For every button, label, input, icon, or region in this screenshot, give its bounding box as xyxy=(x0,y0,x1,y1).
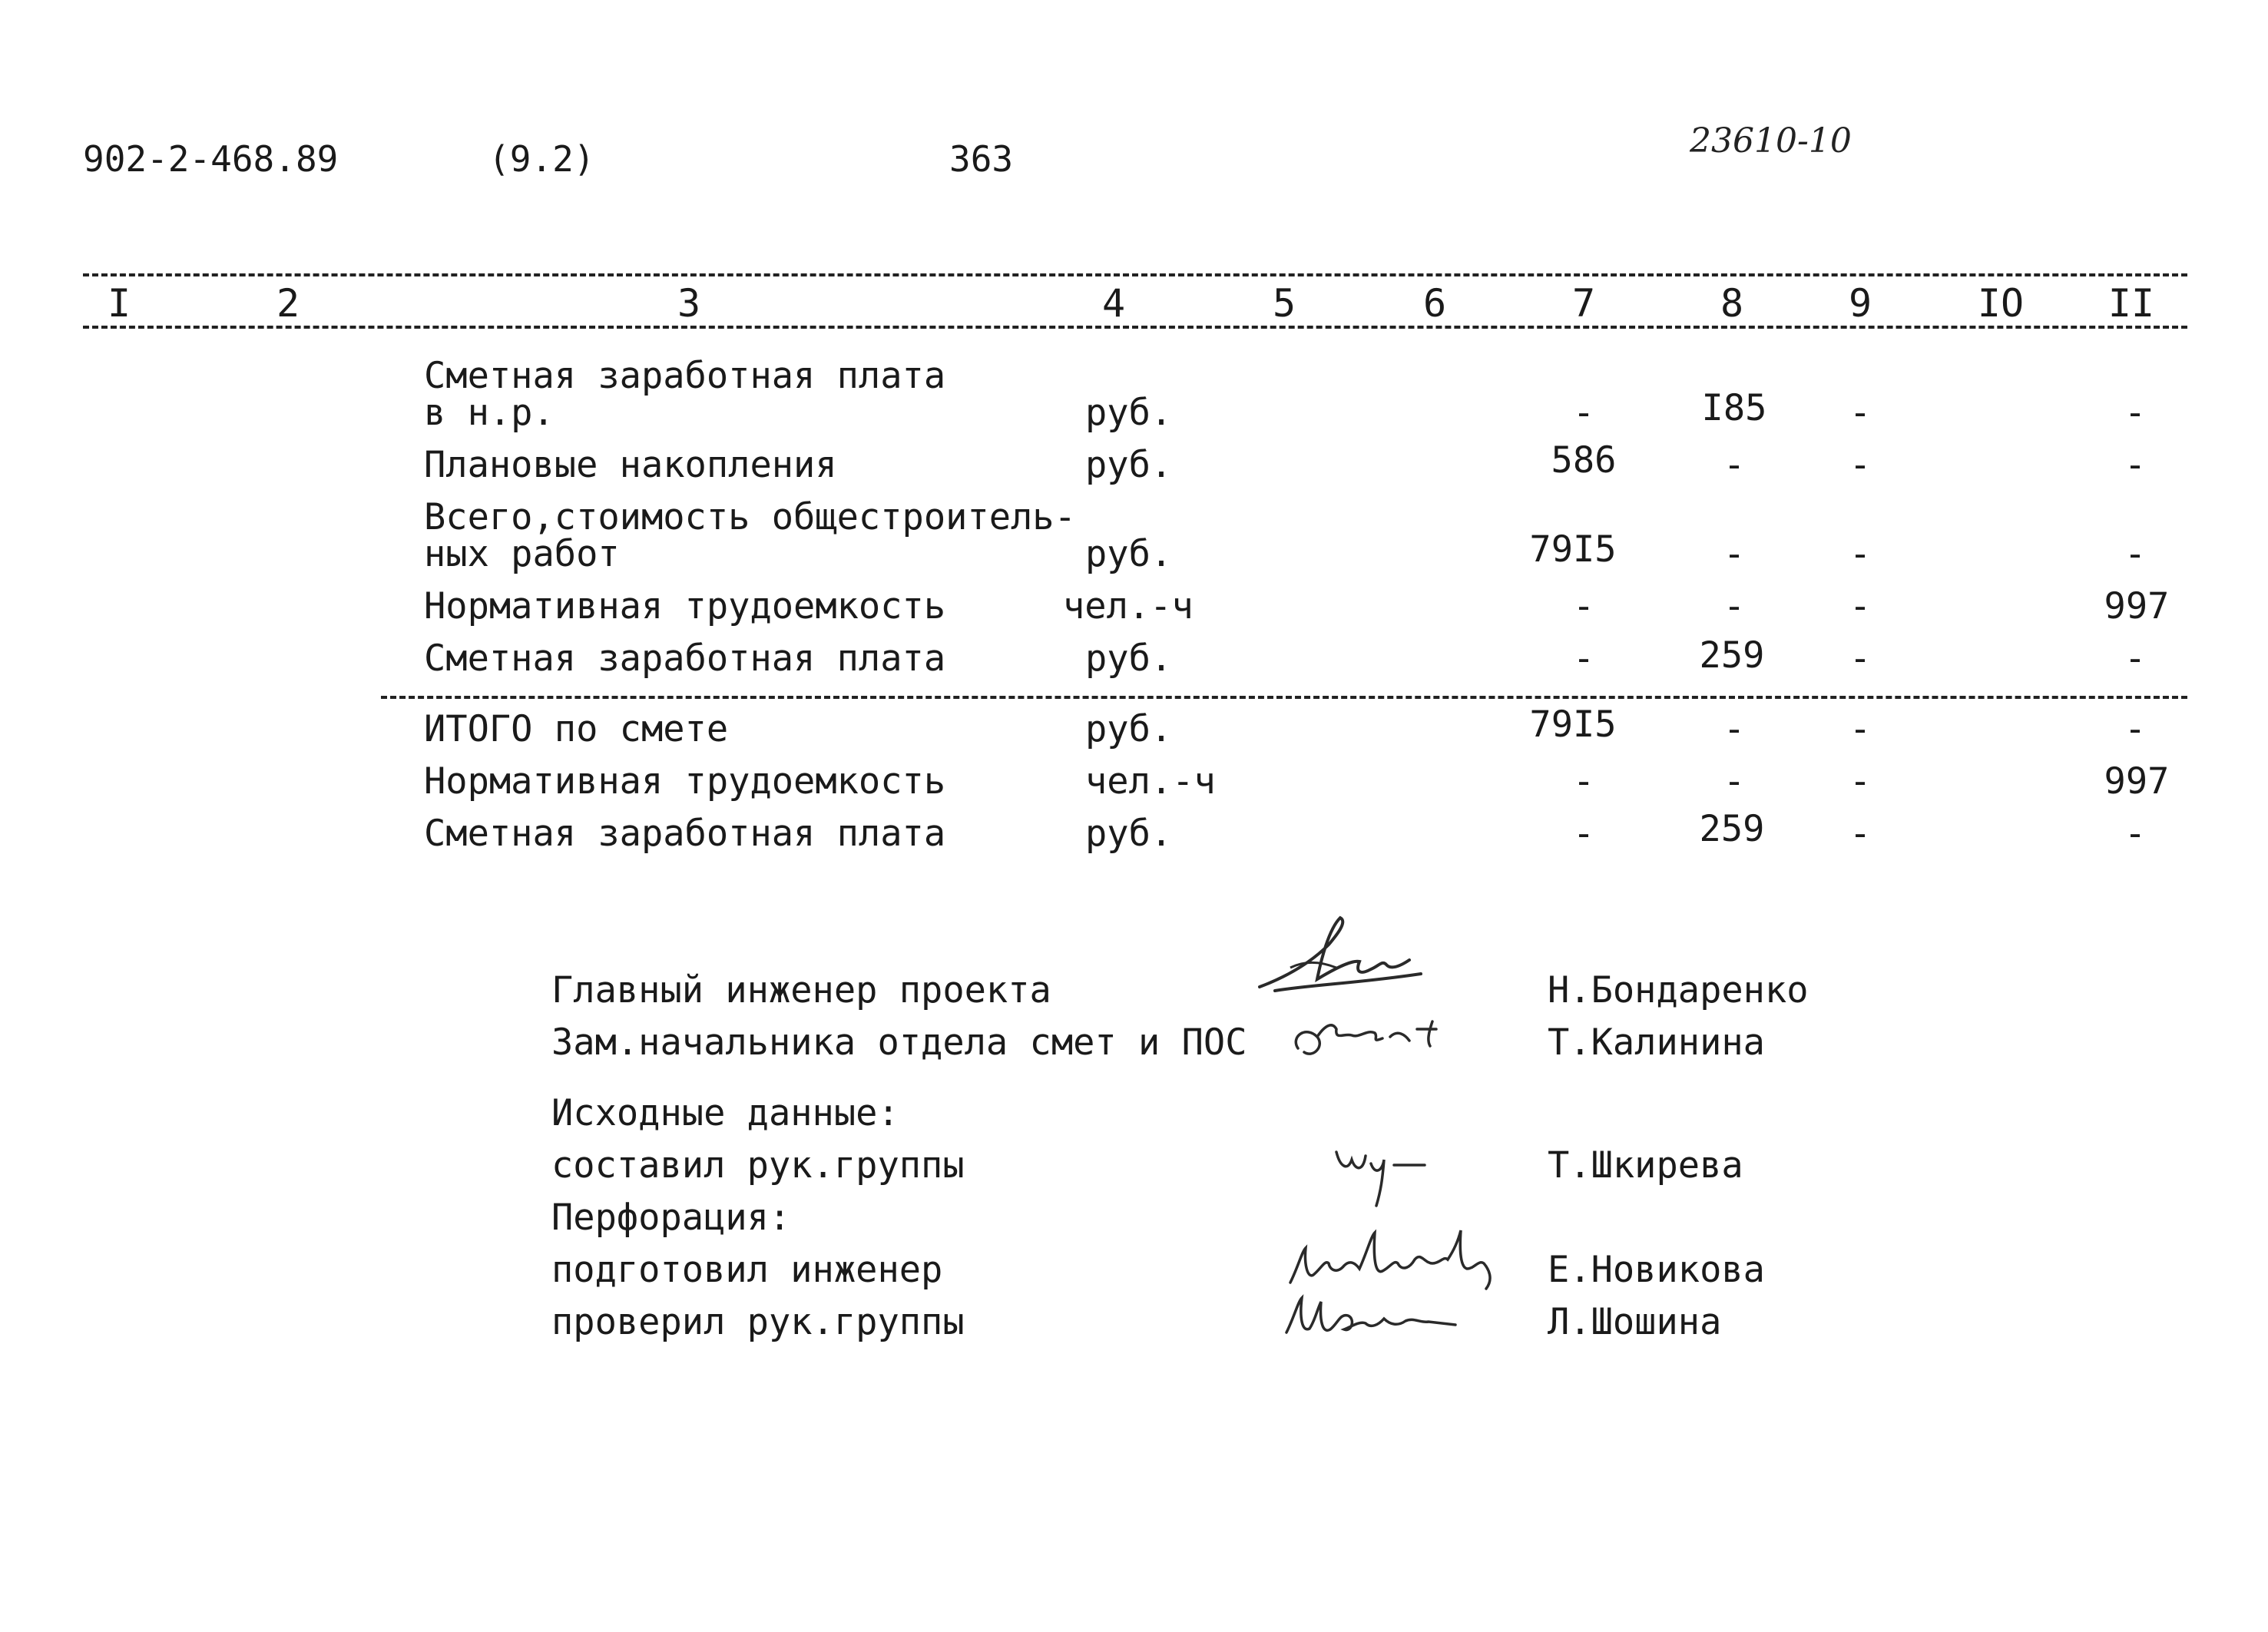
section-heading: Исходные данные: xyxy=(551,1092,899,1134)
signatory-name: Л.Шошина xyxy=(1548,1301,1722,1343)
row-col7: - xyxy=(1572,813,1595,855)
signatory-role: подготовил инженер xyxy=(551,1249,943,1291)
row-col11: - xyxy=(2124,444,2147,486)
column-number-6: 6 xyxy=(1422,281,1447,326)
row-col11: - xyxy=(2124,708,2147,750)
row-col9: - xyxy=(1849,637,1872,680)
row-label: Сметная заработная плата xyxy=(424,355,946,397)
signatory-name: Н.Бондаренко xyxy=(1548,969,1809,1011)
row-col8: - xyxy=(1723,708,1746,750)
row-col11: - xyxy=(2124,392,2147,434)
row-col9: - xyxy=(1849,708,1872,750)
column-number-11: II xyxy=(2107,281,2155,326)
row-unit: чел.-ч xyxy=(1085,760,1216,803)
row-label: Сметная заработная плата xyxy=(424,637,946,680)
row-unit: руб. xyxy=(1085,392,1173,434)
column-number-4: 4 xyxy=(1101,281,1126,326)
section-heading: Перфорация: xyxy=(551,1197,791,1239)
row-col7: - xyxy=(1572,637,1595,680)
row-label: Сметная заработная плата xyxy=(424,813,946,855)
row-unit: руб. xyxy=(1085,708,1173,750)
column-number-5: 5 xyxy=(1272,281,1296,326)
row-col8: - xyxy=(1723,444,1746,486)
row-label: Плановые накопления xyxy=(424,444,837,486)
table-top-rule xyxy=(83,273,2187,276)
row-unit: чел.-ч xyxy=(1063,585,1194,627)
signatory-name: Т.Шкирева xyxy=(1548,1144,1743,1187)
row-col7: - xyxy=(1572,585,1595,627)
signatory-role: составил рук.группы xyxy=(551,1144,965,1187)
row-col7: 79I5 xyxy=(1529,528,1617,571)
column-number-9: 9 xyxy=(1848,281,1872,326)
row-col11: - xyxy=(2124,533,2147,575)
handwritten-code: 23610-10 xyxy=(1690,121,1852,161)
document-number: 902-2-468.89 xyxy=(83,138,339,180)
row-label: Нормативная трудоемкость xyxy=(424,760,946,803)
row-col11: - xyxy=(2124,637,2147,680)
row-col9: - xyxy=(1849,760,1872,803)
column-number-10: IO xyxy=(1977,281,2025,326)
column-number-3: 3 xyxy=(677,281,701,326)
row-col9: - xyxy=(1849,533,1872,575)
row-col9: - xyxy=(1849,585,1872,627)
column-numbers-rule xyxy=(83,326,2187,329)
column-number-1: I xyxy=(107,281,131,326)
row-unit: руб. xyxy=(1085,813,1173,855)
totals-divider xyxy=(381,696,2187,699)
signatory-role: Зам.начальника отдела смет и ПОС xyxy=(551,1021,1247,1064)
row-col7: - xyxy=(1572,392,1595,434)
row-label: Нормативная трудоемкость xyxy=(424,585,946,627)
row-col7: 79I5 xyxy=(1529,703,1617,746)
signatory-name: Т.Калинина xyxy=(1548,1021,1765,1064)
row-col8: 259 xyxy=(1699,634,1765,677)
row-unit: руб. xyxy=(1085,444,1173,486)
row-col7: 586 xyxy=(1551,439,1617,482)
row-label: Всего,стоимость общестроитель- xyxy=(424,496,1076,538)
row-col9: - xyxy=(1849,444,1872,486)
row-unit: руб. xyxy=(1085,637,1173,680)
row-label: ИТОГО по смете xyxy=(424,708,729,750)
signatory-name: Е.Новикова xyxy=(1548,1249,1765,1291)
signatory-role: Главный инженер проекта xyxy=(551,969,1051,1011)
signature-bondarenko xyxy=(1244,914,1429,1006)
row-col9: - xyxy=(1849,392,1872,434)
row-col8: - xyxy=(1723,760,1746,803)
column-number-2: 2 xyxy=(276,281,300,326)
signatory-role: проверил рук.группы xyxy=(551,1301,965,1343)
page-number: 363 xyxy=(949,138,1014,180)
section-number: (9.2) xyxy=(488,138,595,180)
row-col8: - xyxy=(1723,533,1746,575)
signature-kalinina xyxy=(1283,1006,1459,1068)
signature-shkireva xyxy=(1329,1133,1436,1210)
row-col11: 997 xyxy=(2104,585,2170,627)
column-number-8: 8 xyxy=(1720,281,1744,326)
row-col11: - xyxy=(2124,813,2147,855)
row-col9: - xyxy=(1849,813,1872,855)
row-col11: 997 xyxy=(2104,760,2170,803)
row-col8: - xyxy=(1723,585,1746,627)
row-col8: I85 xyxy=(1701,387,1767,429)
row-unit: руб. xyxy=(1085,533,1173,575)
row-col7: - xyxy=(1572,760,1595,803)
signature-shoshina xyxy=(1275,1279,1475,1348)
row-label: в н.р. xyxy=(424,392,555,434)
row-label: ных работ xyxy=(424,533,620,575)
column-number-7: 7 xyxy=(1571,281,1596,326)
row-col8: 259 xyxy=(1699,808,1765,850)
